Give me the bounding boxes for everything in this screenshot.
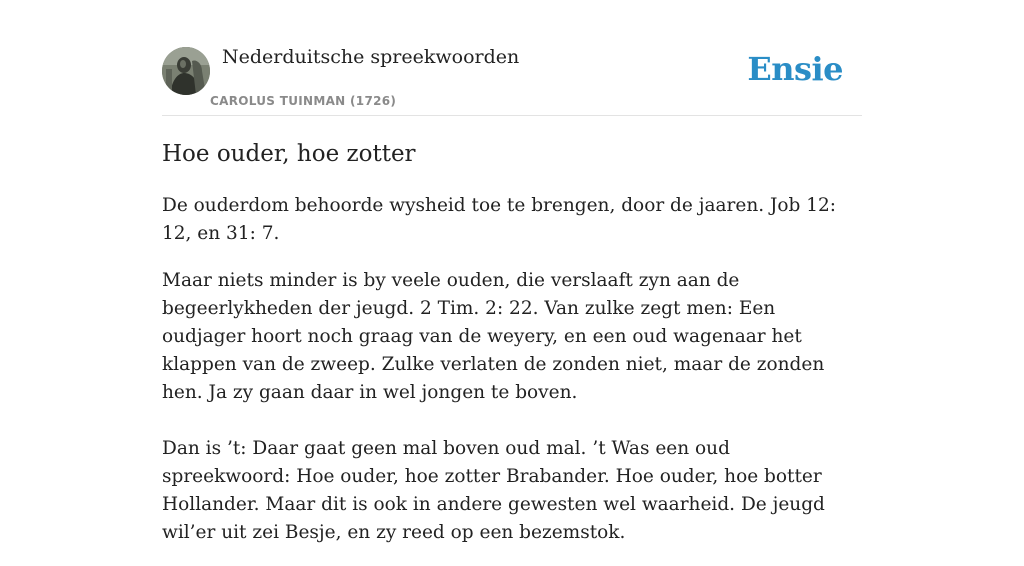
portrait-icon: [162, 47, 210, 95]
author-avatar[interactable]: [162, 47, 210, 95]
source-header: [162, 0, 862, 116]
brand-logo[interactable]: Ensie: [747, 50, 843, 88]
entry-paragraph: De ouderdom behoorde wysheid toe te brengen, door de jaaren. Job 12: 12, en 31: 7.: [162, 195, 837, 244]
source-author[interactable]: CAROLUS TUINMAN (1726): [210, 94, 397, 108]
page: [162, 0, 862, 543]
source-title[interactable]: Nederduitsche spreekwoorden: [222, 46, 520, 68]
entry-paragraph: Maar niets minder is by veele ouden, die verslaaft zyn aan de begeerlykheden der jeugd. 2 Tim. 2: 22. Van zulke zegt men: Een oudjager hoort noch graag van de weyery, en een oud wagenaar het klappen van de zweep. Zulke verlaten de zonden niet, maar de zonden hen. Ja zy gaan daar in wel jongen te boven.: [162, 270, 825, 403]
entry-title: Hoe ouder, hoe zotter: [162, 141, 416, 167]
entry-body: [162, 192, 862, 566]
entry-paragraph: Dan is ’t: Daar gaat geen mal boven oud mal. ’t Was een oud spreekwoord: Hoe ouder, hoe zotter Brabander. Hoe ouder, hoe botter Hollander. Maar dit is ook in andere gewesten wel waarheid. De jeugd wil’er uit zei Besje, en zy reed op een bezemstok.: [162, 438, 825, 543]
